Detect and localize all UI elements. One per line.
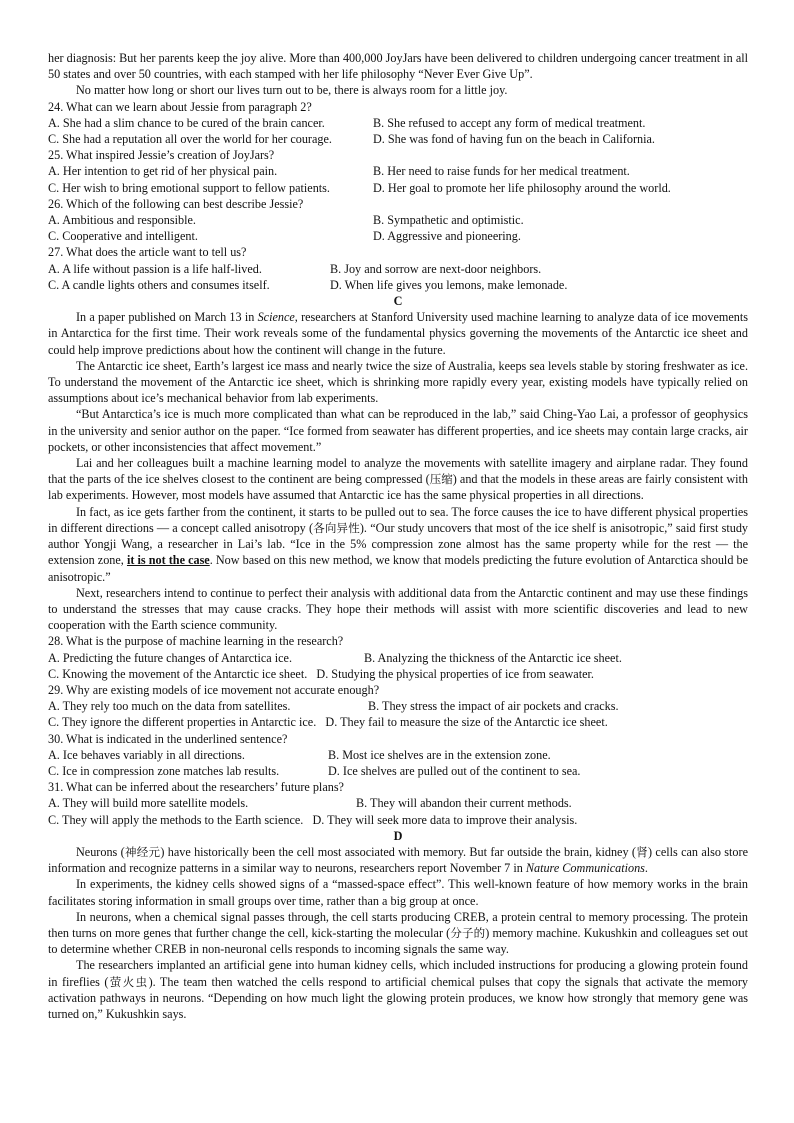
question-26-options-row xyxy=(48,212,748,228)
question-30-options-row xyxy=(48,763,748,779)
passage-c-paragraph: Next, researchers intend to continue to perfect their analysis with additional data from the Antarctic continent and may use these findings to understand the stresses that may cause cracks. They hope their methods will assist with more scientific discoveries and lead to new cooperation with the Earth science community. xyxy=(48,585,748,633)
option-c[interactable]: C. They will apply the methods to the Earth science. xyxy=(48,812,304,827)
question-25-options-row xyxy=(48,163,748,179)
passage-d-paragraph: In neurons, when a chemical signal passes through, the cell starts producing CREB, a protein central to memory processing. The protein then turns on more genes that further change the cell, kick-starting the molecular (分子的) memory machine. Kukushkin and colleagues set out to determine whether CREB in non-neuronal cells responds to incoming signals the same way. xyxy=(48,909,749,957)
option-b[interactable]: B. Joy and sorrow are next-door neighbors. xyxy=(330,261,542,276)
passage-c-paragraph: In a paper published on March 13 in Science, researchers at Stanford University used machine learning to analyze data of ice movements in Antarctica for the first time. Their work reveals some of the fundamental physics governing the movements of the Antarctic ice sheet and could help improve predictions about how the continent will change in the future. xyxy=(48,310,749,357)
journal-title: Science xyxy=(257,310,295,325)
passage-d-paragraph: The researchers implanted an artificial gene into human kidney cells, which included instructions for producing a glowing protein found in fireflies (萤火虫). The team then watched the cells respond to artificial chemical pulses that copy the signals that activate the memory activation pathways in neurons. “Depending on how much light the glowing protein produces, we know how strongly that memory gene was turned on,” Kukushkin says. xyxy=(48,958,749,1021)
question-29-options-row xyxy=(48,698,748,714)
passage-b-paragraph: No matter how long or short our lives turn out to be, there is always room for a little joy. xyxy=(76,83,508,98)
question-27-stem: 27. What does the article want to tell us? xyxy=(48,245,247,260)
option-d[interactable]: D. When life gives you lemons, make lemonade. xyxy=(330,277,568,292)
option-a[interactable]: A. Her intention to get rid of her physical pain. xyxy=(48,164,278,179)
question-26-stem: 26. Which of the following can best describe Jessie? xyxy=(48,196,304,211)
passage-d-paragraph: In experiments, the kidney cells showed signs of a “massed-space effect”. This well-known feature of how memory works in the brain facilitates storing information in small groups over time, rather than a big group at once. xyxy=(48,877,748,908)
option-c[interactable]: C. They ignore the different properties in Antarctic ice. xyxy=(48,715,317,730)
exam-page xyxy=(48,50,748,1022)
passage-c-paragraph: “But Antarctica’s ice is much more complicated than what can be reproduced in the lab,” said Ching-Yao Lai, a professor of geophysics in the university and senior author on the paper. “Ice formed from seawater has different properties, and ice sheets may contain large cracks, air pockets, or other inconsistencies that affect movement.” xyxy=(48,407,748,454)
option-d[interactable]: D. They fail to measure the size of the Antarctic ice sheet. xyxy=(325,715,608,730)
question-29-options-row xyxy=(48,714,748,730)
option-c[interactable]: C. She had a reputation all over the world for her courage. xyxy=(48,132,332,147)
option-a[interactable]: A. Ambitious and responsible. xyxy=(48,213,196,228)
question-30-options-row xyxy=(48,747,748,763)
question-26-options-row xyxy=(48,228,748,244)
option-c[interactable]: C. Ice in compression zone matches lab results. xyxy=(48,763,280,778)
question-28-options-row xyxy=(48,666,748,682)
underlined-sentence: it is not the case xyxy=(126,553,210,568)
question-24-stem: 24. What can we learn about Jessie from paragraph 2? xyxy=(48,99,312,114)
option-a[interactable]: A. She had a slim chance to be cured of the brain cancer. xyxy=(48,115,325,130)
passage-c-heading: C xyxy=(393,294,403,309)
passage-c-paragraph: The Antarctic ice sheet, Earth’s largest ice mass and nearly twice the size of Australia, keeps sea levels stable by storing freshwater as ice. To understand the movement of the Antarctic ice sheet, which is shrinking more rapidly every year, existing models have typically relied on assumptions about ice’s mechanical behavior from lab experiments. xyxy=(48,358,748,406)
question-28-options-row xyxy=(48,650,748,666)
question-31-options-row xyxy=(48,795,748,811)
passage-d-paragraph: Neurons (神经元) have historically been the cell most associated with memory. But far outside the brain, kidney (肾) cells can also store information and recognize patterns in a similar way to neurons, researchers report November 7 in Nature Communications. xyxy=(48,844,748,876)
option-a[interactable]: A. Predicting the future changes of Antarctica ice. xyxy=(48,650,292,665)
passage-d-heading: D xyxy=(393,828,403,843)
option-b[interactable]: B. They stress the impact of air pockets and cracks. xyxy=(368,699,619,714)
question-24-options-row xyxy=(48,131,748,147)
option-c[interactable]: C. A candle lights others and consumes itself. xyxy=(48,277,270,292)
option-d[interactable]: D. Ice shelves are pulled out of the continent to sea. xyxy=(328,763,581,778)
question-27-options-row xyxy=(48,277,748,293)
option-a[interactable]: A. Ice behaves variably in all directions. xyxy=(48,747,245,762)
option-d[interactable]: D. Studying the physical properties of ice from seawater. xyxy=(316,666,594,681)
option-d[interactable]: D. Aggressive and pioneering. xyxy=(373,229,521,244)
option-d[interactable]: D. Her goal to promote her life philosophy around the world. xyxy=(373,180,671,195)
option-b[interactable]: B. Most ice shelves are in the extension zone. xyxy=(328,747,551,762)
question-25-stem: 25. What inspired Jessie’s creation of JoyJars? xyxy=(48,148,275,163)
option-b[interactable]: B. Analyzing the thickness of the Antarctic ice sheet. xyxy=(364,650,622,665)
question-25-options-row xyxy=(48,180,748,196)
journal-title: Nature Communications xyxy=(525,861,645,876)
option-d[interactable]: D. They will seek more data to improve their analysis. xyxy=(312,812,578,827)
option-b[interactable]: B. She refused to accept any form of medical treatment. xyxy=(373,115,646,130)
option-a[interactable]: A. They will build more satellite models. xyxy=(48,796,249,811)
question-31-stem: 31. What can be inferred about the researchers’ future plans? xyxy=(48,780,344,795)
option-a[interactable]: A. They rely too much on the data from satellites. xyxy=(48,699,291,714)
option-d[interactable]: D. She was fond of having fun on the beach in California. xyxy=(373,132,655,147)
option-c[interactable]: C. Her wish to bring emotional support to fellow patients. xyxy=(48,180,330,195)
option-c[interactable]: C. Cooperative and intelligent. xyxy=(48,229,198,244)
passage-c-paragraph: In fact, as ice gets farther from the continent, it starts to be pulled out to sea. The force causes the ice to have different physical properties in different directions — a concept called anisotropy (各向异性). “Our study uncovers that most of the ice shelf is anisotropic,” said first study author Yongji Wang, a researcher in Lai’s lab. “Ice in the 5% compression zone almost has the same property while for the rest — the extension zone, it is not the case. Now based on this new method, we know that models predicting the future evolution of Antarctica should be anisotropic.” xyxy=(48,504,749,584)
option-a[interactable]: A. A life without passion is a life half-lived. xyxy=(48,261,262,276)
option-c[interactable]: C. Knowing the movement of the Antarctic ice sheet. xyxy=(48,666,308,681)
passage-b-paragraph: her diagnosis: But her parents keep the joy alive. More than 400,000 JoyJars have been delivered to children undergoing cancer treatment in all 50 states and over 50 countries, with each stamped with her life philosophy “Never Ever Give Up”. xyxy=(48,51,748,82)
option-b[interactable]: B. Sympathetic and optimistic. xyxy=(373,213,524,228)
question-30-stem: 30. What is indicated in the underlined sentence? xyxy=(48,731,288,746)
option-b[interactable]: B. Her need to raise funds for her medical treatment. xyxy=(373,164,630,179)
question-28-stem: 28. What is the purpose of machine learning in the research? xyxy=(48,634,344,649)
question-27-options-row xyxy=(48,261,748,277)
question-29-stem: 29. Why are existing models of ice movement not accurate enough? xyxy=(48,682,380,697)
question-24-options-row xyxy=(48,115,748,131)
passage-c-paragraph: Lai and her colleagues built a machine learning model to analyze the movements with satellite imagery and airplane radar. They found that the parts of the ice shelves closest to the continent are being compressed (压缩) and that the models in these areas are fairly consistent with lab experiments. However, most models have assumed that Antarctic ice has the same physical properties in all directions. xyxy=(48,456,749,503)
question-31-options-row xyxy=(48,812,748,828)
option-b[interactable]: B. They will abandon their current methods. xyxy=(356,796,572,811)
